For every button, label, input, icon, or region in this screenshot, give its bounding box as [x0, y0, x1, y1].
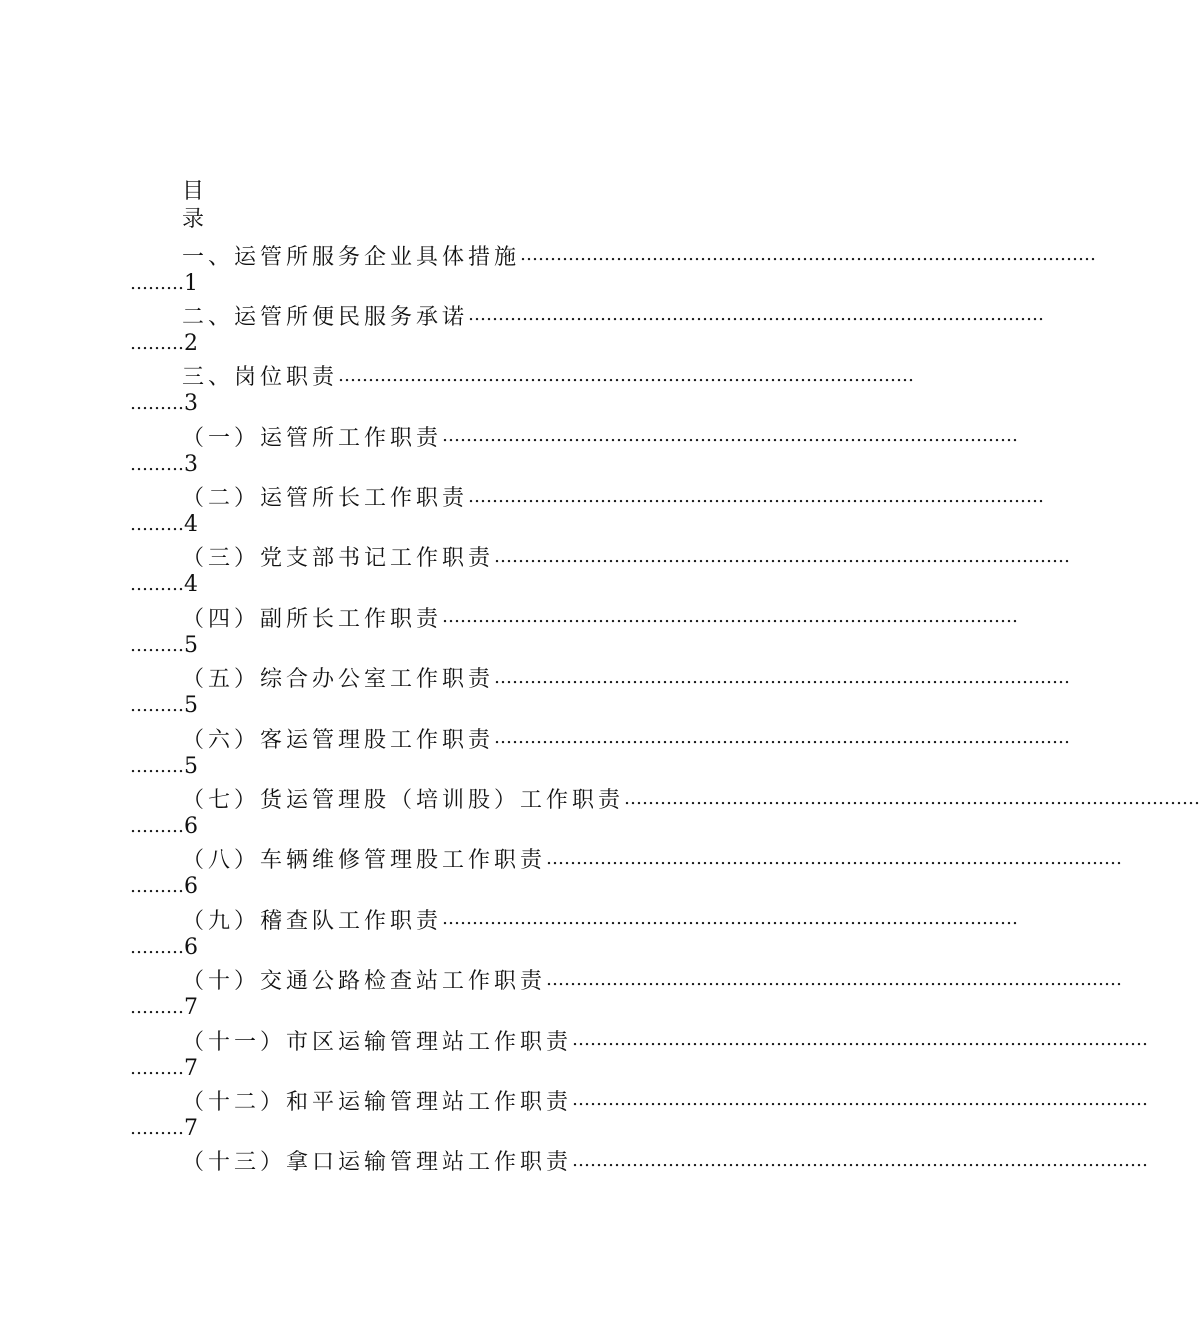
toc-entry-label: （十）交通公路检查站工作职责 [182, 969, 547, 995]
toc-entry-label: （二）运管所长工作职责 [182, 486, 469, 512]
toc-entry [130, 419, 1019, 479]
toc-leader: …………………………………………………………………………………… [494, 666, 1071, 688]
toc-leader: …………………………………………………………………………………… [468, 485, 1045, 507]
toc-entry [130, 1144, 1149, 1204]
toc-leader: …………………………………………………………………………………… [338, 364, 915, 386]
toc-entry-label: 二、运管所便民服务承诺 [182, 304, 469, 330]
toc-title-char-2: 录 [182, 207, 205, 232]
toc-title [182, 178, 212, 234]
toc-entry-label: （七）货运管理股（培训股）工作职责 [182, 788, 625, 814]
toc-leader-cont: ……… [130, 272, 184, 294]
toc-leader: …………………………………………………………………………………… [520, 244, 1097, 265]
toc-entry [130, 1083, 1149, 1143]
toc-leader-cont: ……… [130, 695, 184, 717]
toc-entry [130, 298, 1045, 358]
toc-entry [130, 540, 1071, 600]
toc-leader-cont: ……… [130, 876, 184, 898]
toc-leader: …………………………………………………………………………………… [546, 847, 1123, 869]
toc-entry [130, 782, 1200, 842]
toc-entry-label: （十二）和平运输管理站工作职责 [182, 1089, 573, 1115]
toc-leader: …………………………………………………………………………………… [572, 1089, 1149, 1111]
toc-entry [130, 721, 1071, 781]
toc-entry-label: （十三）拿口运输管理站工作职责 [182, 1150, 573, 1176]
toc-page-number: 6 [184, 934, 198, 960]
toc-entry [130, 600, 1019, 660]
toc-leader: …………………………………………………………………………………… [468, 304, 1045, 326]
toc-leader-cont: ……… [130, 634, 184, 656]
toc-entry-label: （八）车辆维修管理股工作职责 [182, 848, 547, 874]
toc-page-number: 3 [184, 391, 198, 417]
toc-leader: …………………………………………………………………………………… [572, 1029, 1149, 1051]
toc-page-number: 4 [184, 512, 198, 538]
toc-entry [130, 238, 1097, 298]
toc-leader: …………………………………………………………………………………… [494, 727, 1071, 749]
toc-page-number: 5 [184, 693, 198, 719]
toc-entry-label: 一、运管所服务企业具体措施 [182, 244, 521, 270]
toc-page-number: 2 [184, 330, 198, 356]
toc-entry-label: 三、岗位职责 [182, 365, 339, 391]
toc-leader: …………………………………………………………………………………… [442, 908, 1019, 930]
toc-leader-cont: ……… [130, 393, 184, 415]
toc-title-char-1: 目 [182, 179, 205, 204]
toc-entry [130, 1023, 1149, 1083]
toc-leader: …………………………………………………………………………………… [624, 787, 1200, 809]
toc-entry [130, 661, 1071, 721]
toc-entry-label: （四）副所长工作职责 [182, 606, 443, 632]
toc-entry [130, 359, 915, 419]
table-of-contents [130, 238, 1200, 1204]
toc-page-number: 5 [184, 753, 198, 779]
toc-leader-cont: ……… [130, 936, 184, 958]
toc-entry-label: （十一）市区运输管理站工作职责 [182, 1029, 573, 1055]
toc-page-number: 7 [184, 1115, 198, 1141]
toc-page-number: 7 [184, 1055, 198, 1081]
toc-page-number: 7 [184, 995, 198, 1021]
toc-page-number: 1 [184, 270, 198, 296]
toc-page-number: 5 [184, 632, 198, 658]
toc-leader-cont: ……… [130, 755, 184, 777]
toc-entry [130, 963, 1123, 1023]
toc-leader: …………………………………………………………………………………… [442, 425, 1019, 447]
toc-leader-cont: ……… [130, 332, 184, 354]
toc-entry-label: （一）运管所工作职责 [182, 425, 443, 451]
toc-leader: …………………………………………………………………………………… [494, 545, 1071, 567]
toc-entry [130, 480, 1045, 540]
toc-page-number: 6 [184, 874, 198, 900]
toc-leader-cont: ……… [130, 1057, 184, 1079]
toc-leader-cont: ……… [130, 453, 184, 475]
toc-entry-label: （六）客运管理股工作职责 [182, 727, 495, 753]
toc-entry-label: （三）党支部书记工作职责 [182, 546, 495, 572]
toc-entry [130, 842, 1123, 902]
toc-entry-label: （五）综合办公室工作职责 [182, 667, 495, 693]
toc-leader-cont: ……… [130, 997, 184, 1019]
toc-page-number: 3 [184, 451, 198, 477]
toc-leader: …………………………………………………………………………………… [546, 968, 1123, 990]
toc-leader: …………………………………………………………………………………… [442, 606, 1019, 628]
toc-entry [130, 902, 1019, 962]
toc-leader: …………………………………………………………………………………… [572, 1149, 1149, 1171]
toc-leader-cont: ……… [130, 816, 184, 838]
toc-entry-label: （九）稽查队工作职责 [182, 908, 443, 934]
toc-leader-cont: ……… [130, 574, 184, 596]
toc-page-number: 4 [184, 572, 198, 598]
toc-leader-cont: ……… [130, 1117, 184, 1139]
toc-page-number: 6 [184, 814, 198, 840]
toc-leader-cont: ……… [130, 514, 184, 536]
